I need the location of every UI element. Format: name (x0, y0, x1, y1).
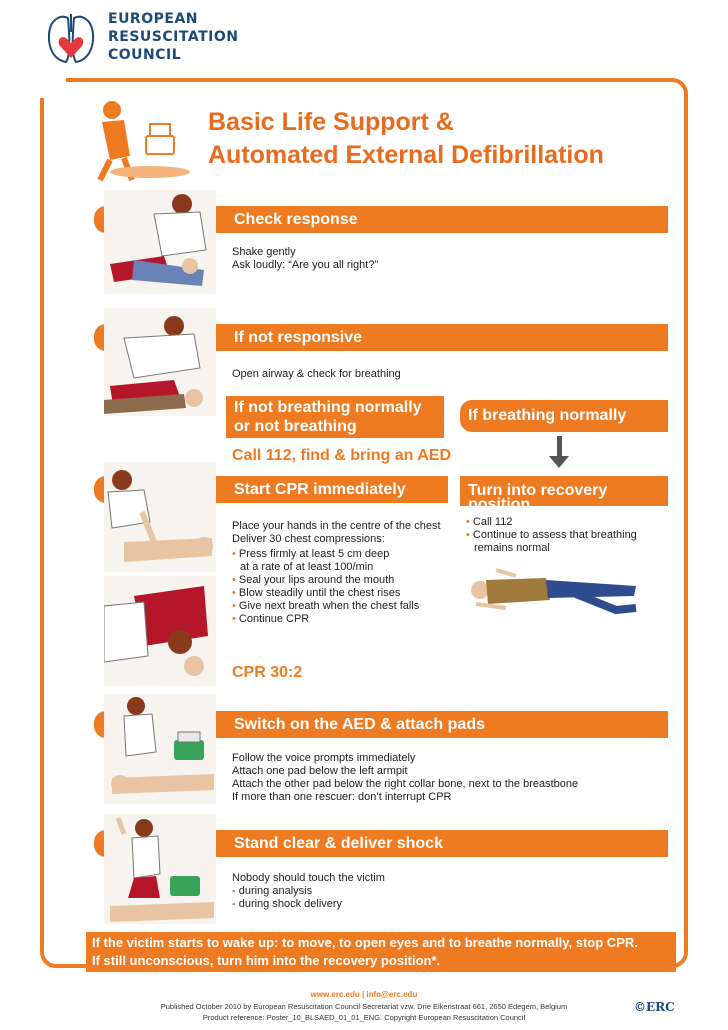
shock-line-1: Nobody should touch the victim (232, 872, 385, 884)
wake-line-1: If the victim starts to wake up: to move, to open eyes and to breathe normally, stop CPR. (92, 935, 638, 950)
check-response-header: Check response (234, 210, 358, 228)
footer-product-reference: Product reference: Poster_10_BLSAED_01_01_ENG. Copyright European Resuscitation Council (202, 1013, 526, 1022)
shock-line-2: - during analysis (232, 885, 313, 897)
cpr-line-1: Place your hands in the centre of the chest (232, 520, 441, 532)
aed-line-3: Attach the other pad below the right collar bone, next to the breastbone (232, 778, 579, 790)
wake-up-banner (86, 932, 676, 972)
org-line-3: COUNCIL (108, 47, 182, 63)
cpr-bullet-1: • Press firmly at least 5 cm deep (232, 548, 390, 560)
recovery-instructions (466, 516, 637, 555)
cpr-instructions (232, 520, 441, 626)
frame-corner (36, 70, 66, 98)
deliver-shock-illustration (104, 814, 216, 924)
down-arrow-icon (549, 456, 569, 468)
wake-line-2: If still unconscious, turn him into the recovery position*. (92, 953, 441, 968)
title-line-2: Automated External Defibrillation (208, 141, 604, 169)
rescuer-aed-illustration (90, 96, 200, 184)
poster-title (208, 106, 604, 172)
shock-line-3: - during shock delivery (232, 898, 343, 910)
not-responsive-header: If not responsive (234, 328, 363, 346)
not-breathing-bar (226, 396, 444, 438)
footer-web[interactable]: www.erc.edu | info@erc.edu (310, 990, 418, 999)
cpr-line-2: Deliver 30 chest compressions: (232, 533, 385, 545)
recovery-position-bar (460, 468, 668, 513)
cpr-bullet-1-cont: at a rate of at least 100/min (240, 561, 374, 573)
open-airway-illustration (104, 308, 216, 416)
erc-lungs-heart-logo (46, 12, 96, 66)
chest-compression-illustration (104, 462, 216, 572)
cpr-ratio-text: CPR 30:2 (232, 664, 303, 681)
org-line-1: EUROPEAN (108, 11, 198, 27)
cpr-bullet-4: • Give next breath when the chest falls (232, 600, 420, 612)
recovery-star: * (468, 468, 475, 485)
cpr-bullet-3: • Blow steadily until the chest rises (232, 587, 401, 599)
start-cpr-header: Start CPR immediately (234, 480, 406, 498)
aed-line-4: If more than one rescuer: don’t interrupt CPR (232, 791, 452, 803)
shock-header: Stand clear & deliver shock (234, 834, 443, 852)
rescue-breath-illustration (104, 576, 216, 686)
not-breathing-line-2: or not breathing (234, 418, 357, 435)
breathing-normally-bar (460, 400, 668, 432)
open-airway-line: Open airway & check for breathing (232, 368, 401, 380)
call-112-text: Call 112, find & bring an AED (232, 447, 451, 464)
down-arrow-shaft (557, 436, 562, 458)
recovery-bullet-2: • Continue to assess that breathing (466, 529, 637, 541)
footer-publication: Published October 2010 by European Resuscitation Council Secretariat vzw, Drie Eikenstraat 661, 2650 Edegem, Belgium (160, 1002, 568, 1011)
recovery-position-illustration (466, 560, 652, 620)
check-response-text (232, 246, 378, 272)
aed-header: Switch on the AED & attach pads (234, 715, 485, 733)
not-breathing-line-1: If not breathing normally (234, 399, 422, 416)
aed-line-1: Follow the voice prompts immediately (232, 752, 416, 764)
shock-instructions (232, 872, 385, 911)
check-line-1: Shake gently (232, 246, 296, 258)
organization-name (108, 10, 238, 64)
aed-pads-illustration (104, 694, 216, 804)
breathing-normally-header: If breathing normally (468, 407, 627, 424)
aed-instructions (232, 752, 578, 804)
org-line-2: RESUSCITATION (108, 29, 239, 45)
not-responsive-text (232, 368, 401, 381)
title-line-1: Basic Life Support & (208, 108, 454, 136)
aed-line-2: Attach one pad below the left armpit (232, 765, 408, 777)
check-line-2: Ask loudly: “Are you all right?” (232, 259, 379, 271)
check-response-illustration (104, 190, 216, 294)
recovery-bullet-2-cont: remains normal (474, 542, 550, 554)
cpr-bullet-2: • Seal your lips around the mouth (232, 574, 395, 586)
recovery-header: Turn into recovery position (468, 482, 608, 513)
erc-copyright-mark: ©ERC (634, 1000, 675, 1014)
cpr-bullet-5: • Continue CPR (232, 613, 310, 625)
recovery-bullet-1: • Call 112 (466, 516, 513, 528)
